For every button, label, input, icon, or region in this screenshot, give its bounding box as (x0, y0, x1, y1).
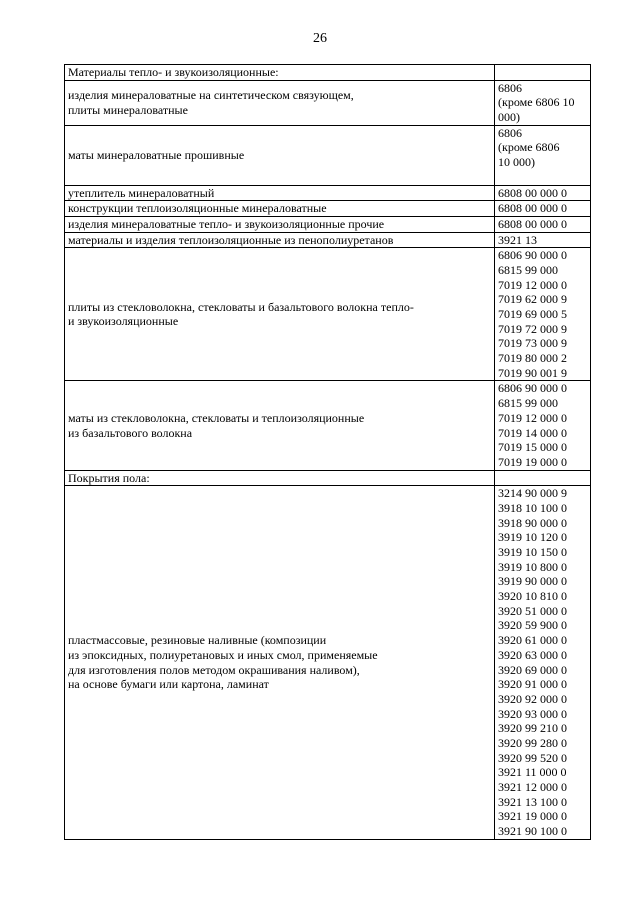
table-row (65, 185, 591, 201)
tn-ved-code: 3214 90 000 9 (498, 486, 567, 501)
product-name-line: пластмассовые, резиновые наливные (композиции (68, 633, 327, 648)
product-name-line: из эпоксидных, полиуретановых и иных смол, применяемые (68, 647, 378, 662)
product-name-line: конструкции теплоизоляционные минераловатные (68, 201, 327, 216)
code-cell (495, 248, 591, 381)
tn-ved-code: 3920 93 000 0 (498, 706, 567, 721)
code-cell (495, 232, 591, 248)
tn-ved-code: 3920 99 520 0 (498, 750, 567, 765)
tn-ved-code: 3918 90 000 0 (498, 515, 567, 530)
table-row (65, 486, 591, 840)
table-row (65, 201, 591, 217)
tn-ved-code: 3920 10 810 0 (498, 589, 567, 604)
tn-ved-code: 3920 92 000 0 (498, 691, 567, 706)
tn-ved-code: 3921 12 000 0 (498, 780, 567, 794)
tn-ved-code: 3918 10 100 0 (498, 500, 567, 515)
product-name-line: изделия минераловатные тепло- и звукоизоляционные прочие (68, 216, 385, 231)
tn-ved-code: 3921 13 (498, 232, 537, 247)
product-codes-table (64, 64, 591, 840)
tn-ved-code: 6808 00 000 0 (498, 216, 567, 231)
tn-ved-code: 3920 61 000 0 (498, 633, 567, 648)
product-name-line: из базальтового волокна (68, 425, 193, 440)
tn-ved-code: 3921 13 100 0 (498, 794, 567, 809)
tn-ved-code: 3919 10 800 0 (498, 559, 567, 574)
tn-ved-code: 7019 69 000 5 (498, 307, 567, 321)
table-row (65, 216, 591, 232)
product-name-line: утеплитель минераловатный (68, 185, 215, 200)
product-name-line: плиты минераловатные (68, 102, 188, 117)
tn-ved-code: 6806 (498, 80, 522, 95)
product-name-cell (65, 80, 495, 125)
table-row (65, 232, 591, 248)
product-name-cell (65, 232, 495, 248)
code-cell (495, 470, 591, 486)
product-name-cell (65, 125, 495, 185)
section-header-row (65, 65, 591, 81)
section-header-row (65, 470, 591, 486)
tn-ved-code: 3921 90 100 0 (498, 824, 567, 839)
tn-ved-code: (кроме 6806 (498, 140, 560, 155)
tn-ved-code: 7019 80 000 2 (498, 351, 567, 366)
tn-ved-code: 3920 59 900 0 (498, 618, 567, 633)
tn-ved-code: 3919 10 120 0 (498, 530, 567, 545)
tn-ved-code: 6815 99 000 (498, 396, 558, 411)
product-name-cell (65, 185, 495, 201)
product-name-cell (65, 248, 495, 381)
tn-ved-code: 6815 99 000 (498, 262, 558, 277)
product-name-line: материалы и изделия теплоизоляционные из пенополиуретанов (68, 232, 394, 247)
product-name-cell (65, 486, 495, 840)
product-name-cell (65, 216, 495, 232)
tn-ved-code: 3920 99 280 0 (498, 735, 567, 750)
tn-ved-code: 6806 90 000 0 (498, 381, 567, 396)
table-row (65, 80, 591, 125)
product-name-line: на основе бумаги или картона, ламинат (68, 677, 269, 692)
code-cell (495, 125, 591, 185)
tn-ved-code: 7019 62 000 9 (498, 292, 567, 307)
table-row (65, 381, 591, 470)
section-title-cell (65, 470, 495, 486)
product-name-cell (65, 201, 495, 217)
code-cell (495, 185, 591, 201)
code-cell (495, 486, 591, 840)
tn-ved-code: 7019 90 001 9 (498, 365, 567, 380)
section-title-cell (65, 65, 495, 81)
product-name-line: маты минераловатные прошивные (68, 147, 245, 162)
section-title: Материалы тепло- и звукоизоляционные: (68, 65, 279, 79)
section-title: Покрытия пола: (68, 470, 150, 485)
product-name-line: и звукоизоляционные (68, 314, 179, 329)
tn-ved-code: 3920 99 210 0 (498, 721, 567, 736)
code-cell (495, 80, 591, 125)
tn-ved-code: 7019 73 000 9 (498, 336, 567, 351)
tn-ved-code: 7019 12 000 0 (498, 410, 567, 425)
tn-ved-code: 000) (498, 110, 520, 125)
product-name-cell (65, 381, 495, 470)
table-row (65, 248, 591, 381)
tn-ved-code: 10 000) (498, 155, 535, 170)
product-name-line: плиты из стекловолокна, стекловаты и базальтового волокна тепло- (68, 299, 414, 314)
code-cell (495, 216, 591, 232)
tn-ved-code: 3920 69 000 0 (498, 662, 567, 677)
tn-ved-code: 6808 00 000 0 (498, 201, 567, 216)
product-name-line: для изготовления полов методом окрашивания наливом), (68, 662, 360, 677)
product-name-line: маты из стекловолокна, стекловаты и теплоизоляционные (68, 410, 365, 425)
product-name-line: изделия минераловатные на синтетическом связующем, (68, 88, 354, 103)
code-cell (495, 201, 591, 217)
tn-ved-code: 3920 51 000 0 (498, 603, 567, 618)
tn-ved-code: 3921 11 000 0 (498, 765, 567, 780)
tn-ved-code: 7019 14 000 0 (498, 425, 567, 440)
tn-ved-code: 7019 12 000 0 (498, 277, 567, 292)
code-cell (495, 381, 591, 470)
tn-ved-code: 3920 91 000 0 (498, 677, 567, 692)
tn-ved-code: 7019 15 000 0 (498, 440, 567, 455)
tn-ved-code: 3919 90 000 0 (498, 574, 567, 589)
tn-ved-code: 3921 19 000 0 (498, 809, 567, 824)
tn-ved-code: 3919 10 150 0 (498, 545, 567, 559)
table-row (65, 125, 591, 185)
tn-ved-code: (кроме 6806 10 (498, 95, 575, 110)
tn-ved-code: 6806 90 000 0 (498, 248, 567, 263)
tn-ved-code: 6808 00 000 0 (498, 185, 567, 200)
code-cell (495, 65, 591, 81)
tn-ved-code: 7019 19 000 0 (498, 454, 567, 469)
tn-ved-code: 3920 63 000 0 (498, 647, 567, 662)
page-number: 26 (313, 31, 327, 46)
tn-ved-code: 6806 (498, 125, 522, 140)
tn-ved-code: 7019 72 000 9 (498, 321, 567, 336)
